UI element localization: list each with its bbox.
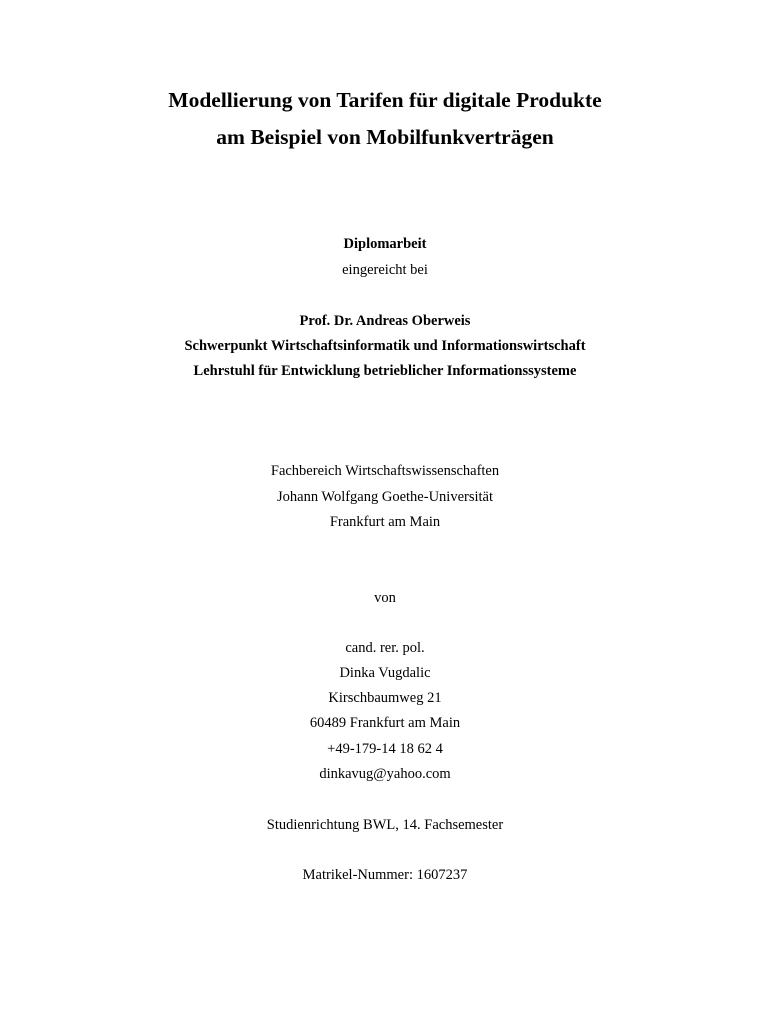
submitted-to-label: eingereicht bei	[342, 262, 428, 278]
university: Johann Wolfgang Goethe-Universität	[276, 489, 493, 505]
supervisor-name: Prof. Dr. Andreas Oberweis	[299, 313, 471, 329]
author-street: Kirschbaumweg 21	[328, 690, 442, 706]
title-line-2: am Beispiel von Mobilfunkverträgen	[216, 125, 554, 149]
matriculation-number: Matrikel-Nummer: 1607237	[302, 867, 468, 883]
supervisor-focus: Schwerpunkt Wirtschaftsinformatik und Informationswirtschaft	[184, 338, 586, 354]
author-degree: cand. rer. pol.	[345, 640, 425, 656]
title-line-1: Modellierung von Tarifen für digitale Produkte	[168, 88, 602, 112]
by-label: von	[374, 590, 396, 606]
author-postal-city: 60489 Frankfurt am Main	[309, 715, 461, 731]
author-email: dinkavug@yahoo.com	[319, 766, 451, 782]
university-city: Frankfurt am Main	[329, 514, 441, 530]
author-phone: +49-179-14 18 62 4	[327, 741, 443, 757]
author-name: Dinka Vugdalic	[339, 665, 431, 681]
supervisor-chair: Lehrstuhl für Entwicklung betrieblicher Informationssysteme	[193, 363, 577, 379]
thesis-type: Diplomarbeit	[343, 236, 427, 252]
department: Fachbereich Wirtschaftswissenschaften	[270, 463, 500, 479]
study-program: Studienrichtung BWL, 14. Fachsemester	[266, 817, 504, 833]
